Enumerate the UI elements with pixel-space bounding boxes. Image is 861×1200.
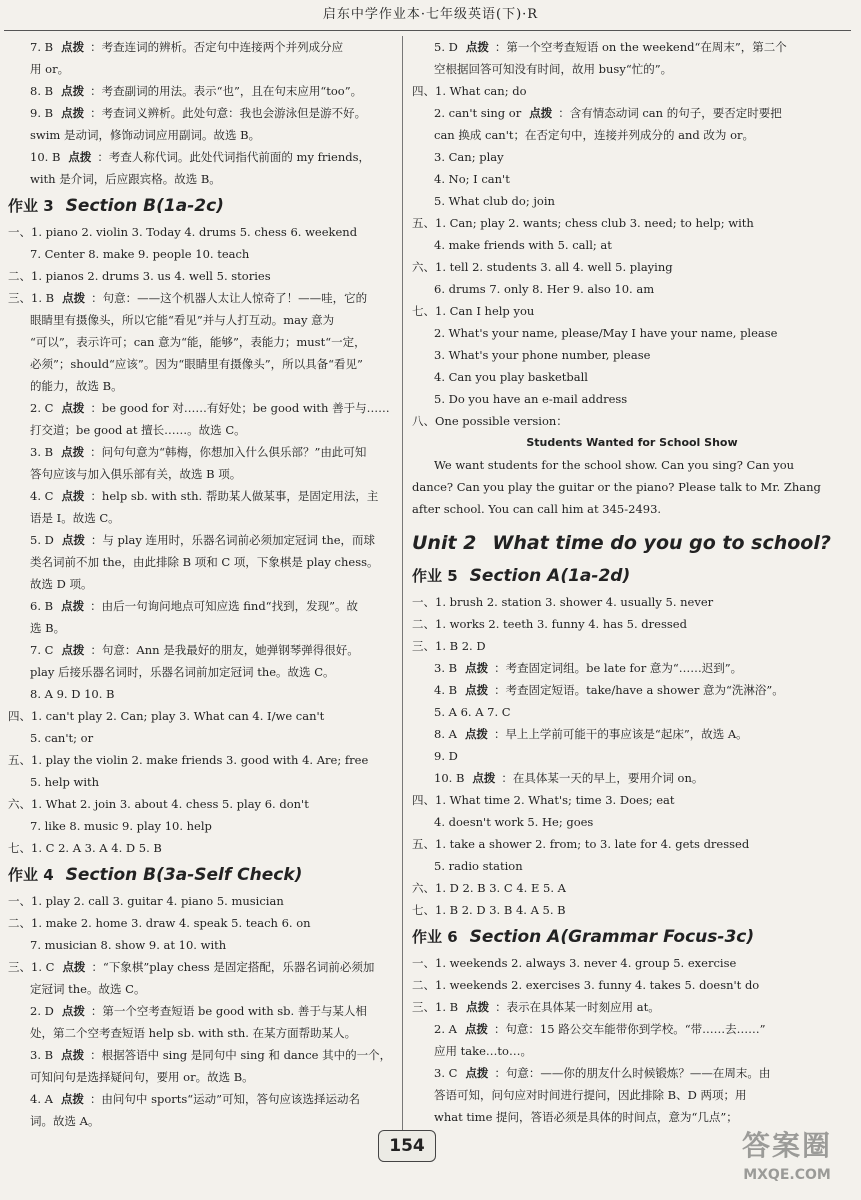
answer-text: ：与 play 连用时，乐器名词前必须加定冠词 the，而球 — [90, 533, 376, 547]
answer-text: ：考查连词的辨析。否定句中连接两个并列成分应 — [90, 40, 344, 54]
answer-text: 答句应该与加入俱乐部有关，故选 B 项。 — [30, 467, 242, 481]
answer-key: 5. D — [30, 533, 54, 547]
answer-text: ：be good for 对……有好处；be good with 善于与…… — [90, 401, 390, 415]
answer-line — [412, 789, 852, 811]
section-heading — [8, 192, 396, 220]
answer-text: 答语可知，问句应对时间进行提问，因此排除 B、D 两项；用 — [434, 1088, 747, 1102]
answer-line — [412, 212, 852, 234]
answer-key: 2. can't sing or — [434, 106, 522, 120]
answer-text: ：考查副词的用法。表示“也”，且在句末应用“too”。 — [90, 84, 363, 98]
answer-explanation-line — [8, 80, 396, 102]
answer-text: “可以”，表示许可；can 意为“能，能够”，表能力；must“一定， — [30, 335, 366, 349]
answer-text: after school. You can call him at 345-2493. — [412, 502, 662, 516]
answer-text: 四、1. What can; do — [412, 84, 527, 98]
answer-explanation-line — [412, 996, 852, 1018]
answer-key: 4. C — [30, 489, 54, 503]
answer-text: 一、1. weekends 2. always 3. never 4. group 5. exercise — [412, 956, 737, 970]
answer-line — [412, 701, 852, 723]
answer-text: 选 B。 — [30, 621, 66, 635]
left-column — [8, 36, 396, 1132]
answer-text: ：由问句中 sports“运动”可知，答句应该选择运动名 — [89, 1092, 361, 1106]
answer-line — [412, 974, 852, 996]
answer-key: 2. A — [434, 1022, 457, 1036]
assignment-label: 作业 4 — [8, 866, 54, 884]
hint-label: 点拨 — [60, 1092, 84, 1106]
watermark-url: MXQE.COM — [743, 1167, 831, 1183]
answer-line — [8, 661, 396, 683]
answer-text: 9. D — [434, 749, 458, 763]
answer-explanation-line — [8, 1044, 396, 1066]
answer-line — [412, 613, 852, 635]
hint-label: 点拨 — [61, 40, 85, 54]
running-header: 启东中学作业本·七年级英语(下)·R — [322, 7, 539, 22]
answer-text: dance? Can you play the guitar or the piano? Please talk to Mr. Zhang — [412, 480, 821, 494]
answer-key: 三、1. B — [412, 1000, 459, 1014]
answer-line — [412, 635, 852, 657]
answer-text: 用 or。 — [30, 62, 70, 76]
answer-line — [412, 278, 852, 300]
answer-line — [412, 952, 852, 974]
answer-explanation-line — [412, 767, 852, 789]
answer-text: swim 是动词，修饰动词应用副词。故选 B。 — [30, 128, 261, 142]
answer-text: 类名词前不加 the，由此排除 B 项和 C 项，下象棋是 play chess。 — [30, 555, 379, 569]
answer-line — [8, 168, 396, 190]
hint-label: 点拨 — [464, 1022, 488, 1036]
answer-text: 6. drums 7. only 8. Her 9. also 10. am — [434, 282, 655, 296]
answer-text: 2. What's your name, please/May I have your name, please — [434, 326, 778, 340]
answer-text: play 后接乐器名词时，乐器名词前加定冠词 the。故选 C。 — [30, 665, 335, 679]
answer-text: ：句意：——你的朋友什么时候锻炼？——在周末。由 — [494, 1066, 771, 1080]
unit-heading — [412, 528, 852, 558]
hint-label: 点拨 — [529, 106, 553, 120]
answer-text: ：考查固定短语。take/have a shower 意为“洗淋浴”。 — [494, 683, 784, 697]
hint-label: 点拨 — [61, 1048, 85, 1062]
answer-key: 8. A — [434, 727, 457, 741]
answer-text: 7. Center 8. make 9. people 10. teach — [30, 247, 250, 261]
answer-line — [8, 551, 396, 573]
answer-text: 5. can't; or — [30, 731, 94, 745]
answer-key: 4. A — [30, 1092, 53, 1106]
answer-explanation-line — [412, 723, 852, 745]
hint-label: 点拨 — [62, 960, 86, 974]
answer-key: 4. B — [434, 683, 458, 697]
answer-text: 4. Can you play basketball — [434, 370, 588, 384]
answer-explanation-line — [8, 397, 396, 419]
answer-line — [412, 1106, 852, 1128]
answer-explanation-line — [8, 1088, 396, 1110]
answer-text: 处，第二个空考查短语 help sb. with sth. 在某方面帮助某人。 — [30, 1026, 357, 1040]
answer-text: ：“下象棋”play chess 是固定搭配，乐器名词前必须加 — [91, 960, 375, 974]
answer-text: 八、One possible version： — [412, 414, 568, 428]
assignment-label: 作业 3 — [8, 197, 54, 215]
answer-text: 空根据回答可知没有时间，故用 busy“忙的”。 — [434, 62, 673, 76]
answer-line — [412, 58, 852, 80]
answer-text: ：第一个空考查短语 on the weekend“在周末”，第二个 — [494, 40, 787, 54]
answer-line — [412, 366, 852, 388]
answer-line — [8, 912, 396, 934]
answer-line — [412, 344, 852, 366]
section-title: Section B(1a-2c) — [65, 196, 224, 216]
answer-line — [8, 934, 396, 956]
answer-explanation-line — [8, 287, 396, 309]
answer-line — [8, 353, 396, 375]
answer-text: 应用 take…to…。 — [434, 1044, 532, 1058]
answer-text: We want students for the school show. Can you sing? Can you — [434, 458, 795, 472]
answer-text: 5. Do you have an e-mail address — [434, 392, 628, 406]
answer-explanation-line — [8, 441, 396, 463]
hint-label: 点拨 — [472, 771, 496, 785]
answer-text: 七、1. C 2. A 3. A 4. D 5. B — [8, 841, 162, 855]
answer-line — [8, 309, 396, 331]
answer-line — [412, 811, 852, 833]
hint-label: 点拨 — [465, 661, 489, 675]
answer-text: ：句意：Ann 是我最好的朋友，她弹钢琴弹得很好。 — [90, 643, 359, 657]
answer-line — [8, 331, 396, 353]
answer-line — [8, 221, 396, 243]
answer-key: 6. B — [30, 599, 54, 613]
hint-label: 点拨 — [61, 401, 85, 415]
answer-text: ：问句句意为“韩梅，你想加入什么俱乐部？”由此可知 — [90, 445, 367, 459]
answer-explanation-line — [412, 36, 852, 58]
answer-line — [8, 463, 396, 485]
answer-text: 二、1. works 2. teeth 3. funny 4. has 5. dressed — [412, 617, 687, 631]
answer-text: 8. A 9. D 10. B — [30, 687, 115, 701]
answer-text: ：在具体某一天的早上，要用介词 on。 — [501, 771, 704, 785]
answer-text: 五、1. Can; play 2. wants; chess club 3. need; to help; with — [412, 216, 754, 230]
answer-key: 3. B — [30, 445, 54, 459]
hint-label: 点拨 — [68, 150, 92, 164]
answer-explanation-line — [8, 102, 396, 124]
answer-line — [8, 890, 396, 912]
answer-key: 10. B — [30, 150, 61, 164]
answer-line — [8, 265, 396, 287]
answer-text: 4. make friends with 5. call; at — [434, 238, 612, 252]
answer-text: 词。故选 A。 — [30, 1114, 100, 1128]
section-heading — [8, 861, 396, 889]
answer-line — [412, 388, 852, 410]
answer-key: 7. B — [30, 40, 54, 54]
answer-explanation-line — [8, 595, 396, 617]
answer-text: 七、1. B 2. D 3. B 4. A 5. B — [412, 903, 566, 917]
answer-line — [412, 745, 852, 767]
answer-line — [412, 190, 852, 212]
watermark-logo-text: 答案圈 — [741, 1129, 832, 1162]
answer-text: 三、1. B 2. D — [412, 639, 486, 653]
answer-line — [412, 146, 852, 168]
section-title: Section A(1a-2d) — [469, 566, 631, 586]
answer-line — [412, 591, 852, 613]
answer-explanation-line — [8, 639, 396, 661]
answer-text: 7. musician 8. show 9. at 10. with — [30, 938, 227, 952]
answer-line — [8, 837, 396, 859]
hint-label: 点拨 — [61, 1004, 85, 1018]
answer-text: 5. help with — [30, 775, 100, 789]
answer-line — [8, 243, 396, 265]
answer-line — [412, 855, 852, 877]
column-divider — [402, 36, 403, 1134]
answer-line — [8, 375, 396, 397]
answer-line — [412, 322, 852, 344]
answer-line — [412, 124, 852, 146]
answer-text: what time 提问，答语必须是具体的时间点，意为“几点”； — [434, 1110, 738, 1124]
essay-title: Students Wanted for School Show — [526, 436, 738, 449]
answer-line — [8, 419, 396, 441]
answer-key: 8. B — [30, 84, 54, 98]
assignment-label: 作业 6 — [412, 928, 458, 946]
answer-text: 3. What's your phone number, please — [434, 348, 651, 362]
hint-label: 点拨 — [466, 1000, 490, 1014]
answer-line — [412, 410, 852, 432]
answer-line — [8, 683, 396, 705]
answer-text: 一、1. brush 2. station 3. shower 4. usually 5. never — [412, 595, 714, 609]
answer-line — [412, 1084, 852, 1106]
answer-explanation-line — [412, 657, 852, 679]
answer-line — [412, 168, 852, 190]
answer-text: 一、1. play 2. call 3. guitar 4. piano 5. musician — [8, 894, 284, 908]
answer-text: 必须”；should“应该”。因为“眼睛里有摄像头”，所以具备“看见” — [30, 357, 363, 371]
answer-text: ：考查人称代词。此处代词指代前面的 my friends， — [97, 150, 371, 164]
answer-text: 六、1. tell 2. students 3. all 4. well 5. playing — [412, 260, 673, 274]
answer-line — [412, 300, 852, 322]
answer-key: 3. B — [30, 1048, 54, 1062]
answer-key: 5. D — [434, 40, 458, 54]
answer-line — [8, 727, 396, 749]
hint-label: 点拨 — [61, 106, 85, 120]
hint-label: 点拨 — [465, 40, 489, 54]
answer-line — [8, 507, 396, 529]
answer-line — [8, 1022, 396, 1044]
answer-line — [8, 1110, 396, 1132]
hint-label: 点拨 — [61, 643, 85, 657]
answer-text: 5. What club do; join — [434, 194, 555, 208]
hint-label: 点拨 — [61, 533, 85, 547]
answer-explanation-line — [412, 679, 852, 701]
right-column — [412, 36, 852, 1128]
hint-label: 点拨 — [61, 599, 85, 613]
answer-line — [412, 1040, 852, 1062]
answer-text: ：表示在具体某一时刻应用 at。 — [495, 1000, 660, 1014]
answer-explanation-line — [8, 956, 396, 978]
answer-key: 7. C — [30, 643, 54, 657]
answer-text: 7. like 8. music 9. play 10. help — [30, 819, 212, 833]
answer-line — [412, 833, 852, 855]
answer-explanation-line — [8, 529, 396, 551]
answer-key: 3. C — [434, 1066, 458, 1080]
answer-text: 5. radio station — [434, 859, 523, 873]
answer-key: 三、1. C — [8, 960, 55, 974]
answer-text: ：由后一句询问地点可知应选 find“找到，发现”。故 — [90, 599, 358, 613]
answer-text: ：含有情态动词 can 的句子，要否定时要把 — [558, 106, 782, 120]
answer-text: can 换成 can't；在否定句中，连接并列成分的 and 改为 or。 — [434, 128, 755, 142]
page-number: 154 — [378, 1130, 436, 1162]
answer-key: 9. B — [30, 106, 54, 120]
unit-label: Unit 2 — [412, 532, 477, 554]
answer-line — [8, 1066, 396, 1088]
answer-explanation-line — [8, 36, 396, 58]
hint-label: 点拨 — [465, 1066, 489, 1080]
site-watermark — [722, 1128, 852, 1192]
hint-label: 点拨 — [465, 683, 489, 697]
unit-title: What time do you go to school? — [492, 532, 831, 554]
answer-text: 眼睛里有摄像头，所以它能“看见”并与人打互动。may 意为 — [30, 313, 335, 327]
answer-line — [412, 234, 852, 256]
hint-label: 点拨 — [464, 727, 488, 741]
answer-line — [8, 749, 396, 771]
answer-line — [8, 124, 396, 146]
answer-line — [8, 978, 396, 1000]
answer-line — [8, 771, 396, 793]
answer-text: 可知问句是选择疑问句，要用 or。故选 B。 — [30, 1070, 254, 1084]
answer-text: ：考查词义辨析。此处句意：我也会游泳但是游不好。 — [90, 106, 367, 120]
answer-line — [412, 498, 852, 520]
answer-text: ：早上上学前可能干的事应该是“起床”，故选 A。 — [493, 727, 748, 741]
answer-text: 一、1. piano 2. violin 3. Today 4. drums 5. chess 6. weekend — [8, 225, 358, 239]
header-rule — [4, 30, 851, 31]
assignment-label: 作业 5 — [412, 567, 458, 585]
answer-line — [412, 877, 852, 899]
section-title: Section A(Grammar Focus-3c) — [469, 927, 755, 947]
answer-text: ：句意：15 路公交车能带你到学校。“带……去……” — [493, 1022, 766, 1036]
answer-line — [8, 573, 396, 595]
answer-line — [412, 256, 852, 278]
answer-text: 六、1. What 2. join 3. about 4. chess 5. play 6. don't — [8, 797, 309, 811]
answer-text: 故选 D 项。 — [30, 577, 93, 591]
answer-text: 4. doesn't work 5. He; goes — [434, 815, 594, 829]
answer-key: 2. D — [30, 1004, 54, 1018]
answer-text: 六、1. D 2. B 3. C 4. E 5. A — [412, 881, 566, 895]
answer-text: 二、1. weekends 2. exercises 3. funny 4. takes 5. doesn't do — [412, 978, 760, 992]
answer-key: 2. C — [30, 401, 54, 415]
answer-line — [8, 815, 396, 837]
answer-text: ：根据答语中 sing 是同句中 sing 和 dance 其中的一个， — [90, 1048, 392, 1062]
section-heading — [412, 923, 852, 951]
answer-explanation-line — [412, 1062, 852, 1084]
answer-text: 四、1. What time 2. What's; time 3. Does; eat — [412, 793, 675, 807]
answer-line — [412, 476, 852, 498]
hint-label: 点拨 — [61, 84, 85, 98]
answer-text: 5. A 6. A 7. C — [434, 705, 511, 719]
answer-explanation-line — [8, 485, 396, 507]
answer-explanation-line — [412, 1018, 852, 1040]
hint-label: 点拨 — [61, 445, 85, 459]
answer-line — [8, 617, 396, 639]
answer-text: ：第一个空考查短语 be good with sb. 善于与某人相 — [90, 1004, 367, 1018]
hint-label: 点拨 — [62, 291, 86, 305]
answer-text: 二、1. pianos 2. drums 3. us 4. well 5. stories — [8, 269, 271, 283]
section-title: Section B(3a-Self Check) — [65, 865, 303, 885]
answer-text: 四、1. can't play 2. Can; play 3. What can 4. I/we can't — [8, 709, 325, 723]
answer-text: 打交道；be good at 擅长……。故选 C。 — [30, 423, 246, 437]
answer-text: 五、1. take a shower 2. from; to 3. late for 4. gets dressed — [412, 837, 750, 851]
answer-line — [8, 58, 396, 80]
answer-key: 3. B — [434, 661, 458, 675]
answer-text: 语是 I。故选 C。 — [30, 511, 120, 525]
answer-explanation-line — [412, 102, 852, 124]
answer-text: 4. No; I can't — [434, 172, 510, 186]
answer-line — [8, 705, 396, 727]
answer-text: ：句意：——这个机器人太让人惊奇了！——哇，它的 — [91, 291, 368, 305]
answer-text: 五、1. play the violin 2. make friends 3. good with 4. Are; free — [8, 753, 369, 767]
answer-line — [412, 454, 852, 476]
answer-text: 的能力，故选 B。 — [30, 379, 123, 393]
answer-line — [412, 899, 852, 921]
answer-explanation-line — [8, 1000, 396, 1022]
answer-text: 二、1. make 2. home 3. draw 4. speak 5. teach 6. on — [8, 916, 311, 930]
answer-text: 七、1. Can I help you — [412, 304, 535, 318]
answer-key: 三、1. B — [8, 291, 55, 305]
answer-key: 10. B — [434, 771, 465, 785]
answer-text: ：考查固定词组。be late for 意为“……迟到”。 — [494, 661, 743, 675]
answer-explanation-line — [8, 146, 396, 168]
answer-text: 定冠词 the。故选 C。 — [30, 982, 146, 996]
answer-text: 3. Can; play — [434, 150, 504, 164]
answer-line — [412, 80, 852, 102]
hint-label: 点拨 — [61, 489, 85, 503]
answer-line — [8, 793, 396, 815]
answer-text: with 是介词，后应跟宾格。故选 B。 — [30, 172, 221, 186]
answer-text: ：help sb. with sth. 帮助某人做某事，是固定用法，主 — [90, 489, 379, 503]
section-heading — [412, 562, 852, 590]
